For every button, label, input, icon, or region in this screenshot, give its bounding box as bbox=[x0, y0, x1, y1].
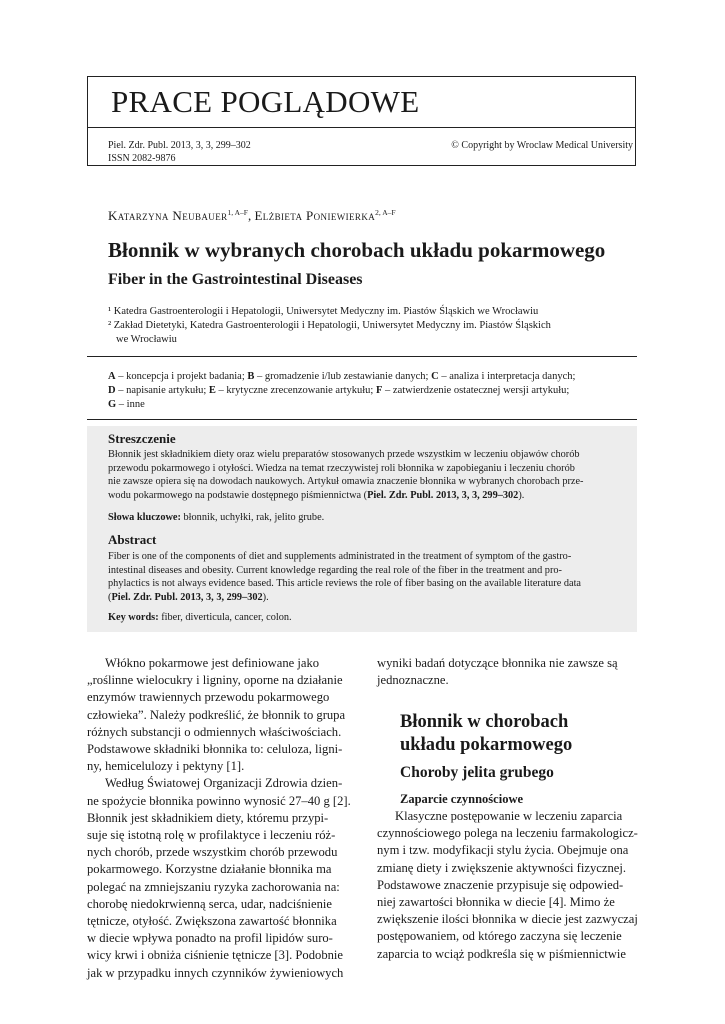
body-line: zaparcia to wciąż podkreśla się w piśmiennictwie bbox=[377, 946, 626, 961]
body-line: nych chorób, przede wszystkim chorób przewodu bbox=[87, 845, 338, 860]
affiliation-line: ² Zakład Dietetyki, Katedra Gastroenterologii i Hepatologii, Uniwersytet Medyczny im. Piastów Śląskich bbox=[108, 320, 551, 331]
body-line: wicy krwi i obniża ciśnienie tętnicze [3]. Podobnie bbox=[87, 948, 343, 963]
body-line: niej zawartości błonnika w diecie [4]. Mimo że bbox=[377, 895, 615, 910]
streszczenie-heading: Streszczenie bbox=[108, 431, 176, 446]
author-name: Elżbieta Poniewierka bbox=[254, 208, 376, 223]
subsection-heading: Choroby jelita grubego bbox=[400, 764, 554, 781]
body-line: jednoznaczne. bbox=[377, 673, 449, 688]
body-line: pokarmowego. Korzystne działanie błonnika ma bbox=[87, 862, 332, 877]
body-line: Klasyczne postępowanie w leczeniu zaparcia bbox=[395, 809, 623, 823]
body-line: suje się istotną rolę w profilaktyce i leczeniu róż- bbox=[87, 828, 336, 843]
body-line: Według Światowej Organizacji Zdrowia dzien- bbox=[105, 776, 343, 791]
body-line: zmianę diety i zwiększenie aktywności fizycznej. bbox=[377, 860, 626, 875]
article-title-en: Fiber in the Gastrointestinal Diseases bbox=[108, 271, 363, 288]
issn-line: ISSN 2082-9876 bbox=[108, 153, 176, 164]
streszczenie-keywords: Słowa kluczowe: błonnik, uchyłki, rak, jelito grube. bbox=[108, 512, 325, 523]
abstract-text: Fiber is one of the components of diet and supplements administrated in the treatment of symptom of the gastro- intestinal diseases and obesity. Current knowledge regarding the real role of the fiber in the treatment and pro- phylactics is not always evidence based. This article reviews the role of fiber basing on the available literature data (Piel. Zdr. Publ. 2013, 3, 3, 299–302). bbox=[108, 551, 582, 603]
body-line: w diecie wpływa ponadto na profil lipidów suro- bbox=[87, 931, 333, 946]
body-line: Podstawowe składniki błonnika to: celuloza, ligni- bbox=[87, 742, 343, 757]
section-title: PRACE POGLĄDOWE bbox=[111, 84, 420, 119]
contribution-line: G – inne bbox=[108, 399, 145, 410]
body-line: polegać na zmniejszaniu ryzyka zachorowania na: bbox=[87, 879, 340, 894]
body-line: chorobę niedokrwienną serca, udar, nadciśnienie bbox=[87, 896, 332, 911]
author-name: Katarzyna Neubauer bbox=[108, 208, 228, 223]
abstract-heading: Abstract bbox=[108, 532, 157, 547]
author-affil-mark: 2, A–F bbox=[375, 208, 396, 217]
body-line: Podstawowe znaczenie przypisuje się odpowied- bbox=[377, 877, 624, 892]
body-line: człowieka”. Należy podkreślić, że błonnik to grupa bbox=[87, 707, 346, 722]
body-right-column-intro bbox=[377, 655, 639, 689]
body-line: „roślinne wielocukry i ligniny, oporne na działanie bbox=[87, 673, 343, 688]
body-line: enzymów trawiennych przewodu pokarmowego bbox=[87, 690, 330, 705]
body-left-column bbox=[87, 655, 349, 982]
body-line: różnych substancji o odmiennych właściwościach. bbox=[87, 724, 342, 739]
copyright-line: © Copyright by Wroclaw Medical University bbox=[451, 140, 633, 151]
body-line: zwiększenie ilości błonnika w diecie jest zazwyczaj bbox=[377, 912, 638, 927]
contribution-line: D – napisanie artykułu; E – krytyczne zrecenzowanie artykułu; F – zatwierdzenie ostatecznej wersji artykułu; bbox=[108, 385, 570, 396]
abstract-keywords: Key words: fiber, diverticula, cancer, colon. bbox=[108, 612, 292, 623]
divider bbox=[87, 419, 637, 420]
author-affil-mark: 1, A–F bbox=[227, 208, 248, 217]
body-right-column bbox=[377, 808, 639, 963]
body-line: ne spożycie błonnika powinno wynosić 27–40 g [2]. bbox=[87, 793, 351, 808]
body-line: Błonnik jest składnikiem diety, któremu przypi- bbox=[87, 810, 329, 825]
body-line: ny, hemicelulozy i pektyny [1]. bbox=[87, 759, 245, 774]
body-line: czynnościowego polega na leczeniu farmakologicz- bbox=[377, 826, 638, 841]
body-line: Włókno pokarmowe jest definiowane jako bbox=[105, 656, 320, 670]
divider bbox=[87, 356, 637, 357]
body-line: wyniki badań dotyczące błonnika nie zawsze są bbox=[377, 656, 618, 670]
body-line: nym i tzw. modyfikacji stylu życia. Obejmuje ona bbox=[377, 843, 629, 858]
affiliation-line: we Wrocławiu bbox=[116, 334, 177, 345]
contribution-legend bbox=[108, 370, 630, 412]
body-line: jak w przypadku innych czynników żywieniowych bbox=[87, 965, 344, 980]
body-line: tętnicze, otyłość. Zwiększona zawartość błonnika bbox=[87, 914, 337, 929]
article-title-pl: Błonnik w wybranych chorobach układu pokarmowego bbox=[108, 238, 606, 262]
body-line: postępowaniem, od którego zaczyna się leczenie bbox=[377, 929, 622, 944]
author-list: Katarzyna Neubauer$^{1, A-F}$, Elżbieta Poniewierka$^{2, A-F}$ bbox=[108, 208, 396, 223]
contribution-line: A – koncepcja i projekt badania; B – gromadzenie i/lub zestawianie danych; C – analiza i interpretacja danych; bbox=[108, 371, 576, 382]
section-heading: Błonnik w chorobach układu pokarmowego bbox=[400, 712, 573, 755]
streszczenie-text: Błonnik jest składnikiem diety oraz wielu preparatów stosowanych przede wszystkim w leczeniu objawów chorób przewodu pokarmowego i otyłości. Wiedza na temat rzeczywistej roli błonnika w zapobieganiu i leczeniu chorób nie zawsze opiera się na dowodach naukowych. Artykuł omawia znaczenie błonnika w wybranych chorobach prze- wodu pokarmowego na podstawie dostępnego piśmiennictwa (Piel. Zdr. Publ. 2013, 3, 3, 299–302). bbox=[108, 449, 584, 501]
affiliation-line: ¹ Katedra Gastroenterologii i Hepatologii, Uniwersytet Medyczny im. Piastów Śląskich we Wrocławiu bbox=[108, 306, 539, 317]
subsubsection-heading: Zaparcie czynnościowe bbox=[400, 792, 524, 806]
citation-line: Piel. Zdr. Publ. 2013, 3, 3, 299–302 bbox=[108, 140, 251, 151]
affiliations bbox=[108, 305, 628, 347]
